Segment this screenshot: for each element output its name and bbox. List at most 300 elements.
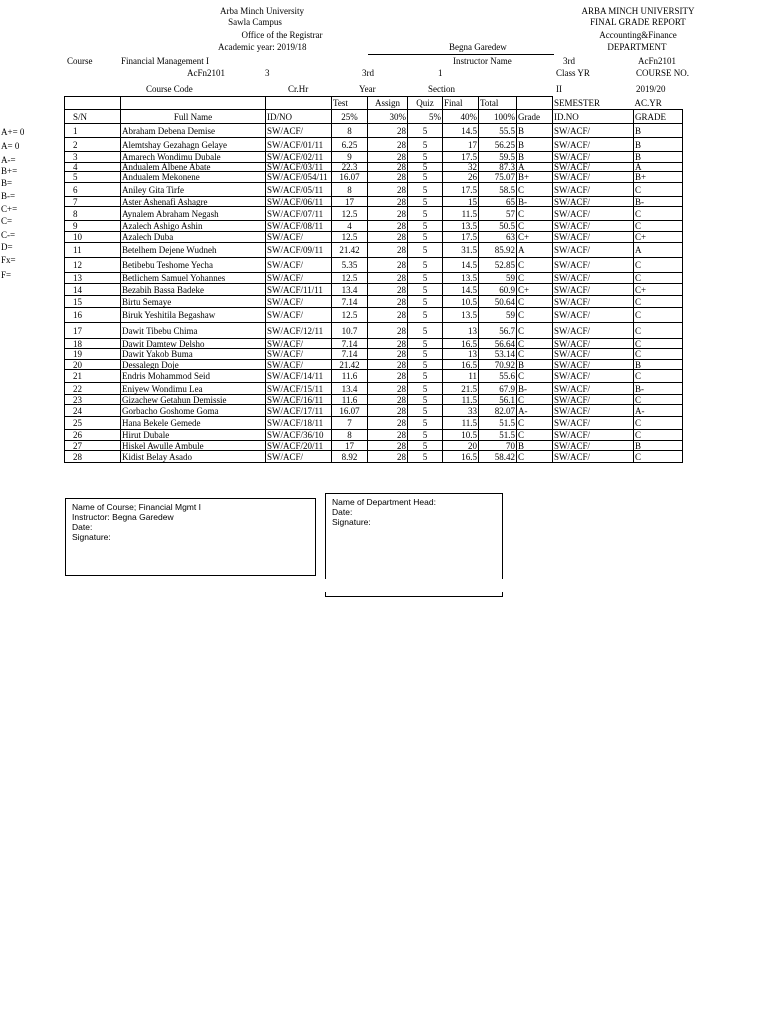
- course-no-label: COURSE NO.: [636, 68, 690, 78]
- table-row: [65, 243, 683, 258]
- cell-assign: 28: [368, 183, 408, 197]
- cell-final: 17.5: [443, 152, 479, 163]
- table-row: [65, 172, 683, 183]
- table-row: [65, 258, 683, 273]
- cell-idno-2: SW/ACF/: [553, 349, 634, 360]
- cell-sn: 21: [65, 370, 121, 383]
- cell-test: 8.92: [332, 451, 368, 463]
- cell-assign: 28: [368, 383, 408, 395]
- table-row: [65, 370, 683, 383]
- cell-assign: 28: [368, 451, 408, 463]
- cell-quiz: 5: [408, 430, 443, 441]
- table-row: [65, 221, 683, 232]
- cell-idno: SW/ACF/08/11: [266, 221, 332, 232]
- cell-grade: A: [517, 163, 553, 172]
- cell-test: 9: [332, 152, 368, 163]
- table-row: [65, 360, 683, 370]
- cell-full-name: Amarech Wondimu Dubale: [121, 152, 266, 163]
- department-head-box: [325, 493, 503, 579]
- cell-final: 15: [443, 197, 479, 207]
- cell-quiz: 5: [408, 349, 443, 360]
- cell-assign: 28: [368, 284, 408, 296]
- cell-grade-2: C+: [634, 284, 683, 296]
- cell-grade: C: [517, 451, 553, 463]
- cell-grade: C: [517, 395, 553, 405]
- footer-date-right: Date:: [332, 507, 353, 517]
- cell-idno: SW/ACF/36/10: [266, 430, 332, 441]
- table-row: [65, 430, 683, 441]
- cell-idno-2: SW/ACF/: [553, 296, 634, 308]
- year-value: 3rd: [362, 68, 374, 78]
- class-yr-value: 3rd: [563, 56, 575, 66]
- cell-assign: 28: [368, 221, 408, 232]
- cell-test: 8: [332, 183, 368, 197]
- cell-sn: 18: [65, 339, 121, 349]
- cell-idno: SW/ACF/14/11: [266, 370, 332, 383]
- cell-full-name: Dessalegn Doje: [121, 360, 266, 370]
- cell-final: 17.5: [443, 183, 479, 197]
- cell-final: 11.5: [443, 395, 479, 405]
- table-row: [65, 451, 683, 463]
- cell-idno-2: SW/ACF/: [553, 323, 634, 339]
- cell-full-name: Gizachew Getahun Demissie: [121, 395, 266, 405]
- cell-total: 63: [479, 232, 517, 243]
- cell-sn: 28: [65, 451, 121, 463]
- cell-test: 8: [332, 124, 368, 138]
- cell-idno: SW/ACF/: [266, 360, 332, 370]
- grade-scale-item: F=: [1, 270, 12, 280]
- semester-value: II: [556, 84, 562, 94]
- cell-assign: 28: [368, 138, 408, 152]
- right-university: ARBA MINCH UNIVERSITY: [581, 6, 695, 16]
- table-row: [65, 207, 683, 221]
- cell-quiz: 5: [408, 258, 443, 273]
- cell-grade: C: [517, 323, 553, 339]
- cell-grade-2: C: [634, 308, 683, 323]
- col-quiz-weight: 5%: [408, 110, 443, 124]
- cell-grade-2: C: [634, 221, 683, 232]
- course-code-label: Course Code: [146, 84, 193, 94]
- cell-quiz: 5: [408, 308, 443, 323]
- course-no-value: AcFn2101: [638, 56, 676, 66]
- cell-idno-2: SW/ACF/: [553, 243, 634, 258]
- cell-grade-2: C: [634, 339, 683, 349]
- cell-quiz: 5: [408, 172, 443, 183]
- cell-test: 22.3: [332, 163, 368, 172]
- office-name: Office of the Registrar: [241, 30, 323, 40]
- cell-total: 58.5: [479, 183, 517, 197]
- cell-total: 58.42: [479, 451, 517, 463]
- cell-grade-2: C: [634, 451, 683, 463]
- grade-scale-item: D=: [1, 242, 13, 252]
- cell-grade: B-: [517, 197, 553, 207]
- cell-quiz: 5: [408, 207, 443, 221]
- cell-idno: SW/ACF/03/11: [266, 163, 332, 172]
- section-value: 1: [438, 68, 443, 78]
- cell-grade: C: [517, 296, 553, 308]
- cell-total: 82.07: [479, 405, 517, 417]
- cell-full-name: Alemtshay Gezahagn Gelaye: [121, 138, 266, 152]
- cell-quiz: 5: [408, 339, 443, 349]
- table-row: [65, 197, 683, 207]
- cell-grade: C: [517, 370, 553, 383]
- cell-final: 13.5: [443, 273, 479, 284]
- cell-full-name: Azalech Ashigo Ashin: [121, 221, 266, 232]
- cell-sn: 1: [65, 124, 121, 138]
- course-label: Course: [67, 56, 93, 66]
- grade-scale-item: B+=: [1, 166, 18, 176]
- col-grade-2: GRADE: [634, 110, 683, 124]
- cell-total: 51.5: [479, 417, 517, 430]
- cell-test: 17: [332, 441, 368, 451]
- col-test-weight: 25%: [332, 110, 368, 124]
- col-total-weight: 100%: [479, 110, 517, 124]
- footer-signature-right: Signature:: [332, 517, 371, 527]
- cell-idno: SW/ACF/06/11: [266, 197, 332, 207]
- test-header: Test: [332, 97, 368, 110]
- final-header: Final: [443, 97, 479, 110]
- cell-grade: C: [517, 308, 553, 323]
- cell-assign: 28: [368, 197, 408, 207]
- cell-full-name: Azalech Duba: [121, 232, 266, 243]
- cell-test: 11.6: [332, 370, 368, 383]
- cell-total: 70.92: [479, 360, 517, 370]
- cell-sn: 13: [65, 273, 121, 284]
- cell-sn: 19: [65, 349, 121, 360]
- table-row: [65, 124, 683, 138]
- cell-full-name: Biruk Yeshitila Begashaw: [121, 308, 266, 323]
- col-final-weight: 40%: [443, 110, 479, 124]
- cell-grade-2: A-: [634, 405, 683, 417]
- col-sn: S/N: [65, 110, 121, 124]
- cell-total: 70: [479, 441, 517, 451]
- table-row: [65, 152, 683, 163]
- cell-test: 5.35: [332, 258, 368, 273]
- cell-assign: 28: [368, 207, 408, 221]
- cell-assign: 28: [368, 308, 408, 323]
- cell-total: 67.9: [479, 383, 517, 395]
- cell-idno-2: SW/ACF/: [553, 183, 634, 197]
- cell-grade-2: C: [634, 349, 683, 360]
- cell-grade-2: B: [634, 360, 683, 370]
- cell-test: 8: [332, 430, 368, 441]
- cell-assign: 28: [368, 370, 408, 383]
- table-row: [65, 405, 683, 417]
- cell-idno: SW/ACF/20/11: [266, 441, 332, 451]
- cell-grade-2: B-: [634, 197, 683, 207]
- cell-idno: SW/ACF/11/11: [266, 284, 332, 296]
- cell-grade-2: C: [634, 395, 683, 405]
- cell-idno: SW/ACF/16/11: [266, 395, 332, 405]
- cell-grade-2: C: [634, 273, 683, 284]
- cell-full-name: Hirut Dubale: [121, 430, 266, 441]
- department-label: DEPARTMENT: [607, 42, 667, 52]
- cell-idno-2: SW/ACF/: [553, 232, 634, 243]
- cell-idno: SW/ACF/054/11: [266, 172, 332, 183]
- cell-assign: 28: [368, 395, 408, 405]
- cell-idno-2: SW/ACF/: [553, 339, 634, 349]
- cell-full-name: Abraham Debena Demise: [121, 124, 266, 138]
- cell-grade: B: [517, 360, 553, 370]
- cell-idno-2: SW/ACF/: [553, 383, 634, 395]
- cell-test: 12.5: [332, 232, 368, 243]
- grade-scale-item: C=: [1, 216, 13, 226]
- cell-grade-2: B: [634, 138, 683, 152]
- cell-sn: 25: [65, 417, 121, 430]
- cell-full-name: Dawit Yakob Buma: [121, 349, 266, 360]
- cell-full-name: Hana Bekele Gemede: [121, 417, 266, 430]
- acyr-label: AC.YR: [634, 97, 662, 108]
- cell-idno: SW/ACF/12/11: [266, 323, 332, 339]
- cell-idno-2: SW/ACF/: [553, 405, 634, 417]
- cell-total: 57: [479, 207, 517, 221]
- cell-final: 16.5: [443, 339, 479, 349]
- cell-sn: 3: [65, 152, 121, 163]
- cell-grade: B+: [517, 172, 553, 183]
- cell-full-name: Andualem Albene Abate: [121, 163, 266, 172]
- cell-idno: SW/ACF/: [266, 232, 332, 243]
- cell-test: 17: [332, 197, 368, 207]
- cell-grade: C: [517, 339, 553, 349]
- cell-assign: 28: [368, 232, 408, 243]
- cell-final: 31.5: [443, 243, 479, 258]
- cell-full-name: Betlichem Samuel Yohannes: [121, 273, 266, 284]
- cell-idno-2: SW/ACF/: [553, 417, 634, 430]
- cell-idno-2: SW/ACF/: [553, 221, 634, 232]
- table-row: [65, 296, 683, 308]
- cell-final: 21.5: [443, 383, 479, 395]
- cell-sn: 11: [65, 243, 121, 258]
- footer-signature-left: Signature:: [72, 532, 111, 542]
- cell-idno-2: SW/ACF/: [553, 172, 634, 183]
- cell-idno-2: SW/ACF/: [553, 441, 634, 451]
- table-row: [65, 273, 683, 284]
- cell-sn: 10: [65, 232, 121, 243]
- cell-test: 12.5: [332, 273, 368, 284]
- cell-grade: C: [517, 221, 553, 232]
- cell-assign: 28: [368, 405, 408, 417]
- cell-final: 11.5: [443, 207, 479, 221]
- cell-full-name: Kidist Belay Asado: [121, 451, 266, 463]
- cell-idno: SW/ACF/: [266, 451, 332, 463]
- col-idno: ID/NO: [266, 110, 332, 124]
- cell-total: 56.1: [479, 395, 517, 405]
- cell-quiz: 5: [408, 370, 443, 383]
- cell-grade: B: [517, 441, 553, 451]
- credit-hours-value: 3: [265, 68, 270, 78]
- cell-assign: 28: [368, 152, 408, 163]
- year-label: Year: [359, 84, 376, 94]
- cell-idno-2: SW/ACF/: [553, 430, 634, 441]
- cell-grade-2: C+: [634, 232, 683, 243]
- cell-total: 87.3: [479, 163, 517, 172]
- cell-test: 10.7: [332, 323, 368, 339]
- cell-grade-2: B: [634, 152, 683, 163]
- cell-total: 59: [479, 308, 517, 323]
- cell-quiz: 5: [408, 441, 443, 451]
- cell-total: 55.5: [479, 124, 517, 138]
- cell-full-name: Andualem Mekonene: [121, 172, 266, 183]
- cell-grade: C: [517, 207, 553, 221]
- grade-table: [64, 96, 683, 463]
- instructor-label: Instructor Name: [453, 56, 512, 66]
- cell-idno: SW/ACF/15/11: [266, 383, 332, 395]
- cell-full-name: Betelhem Dejene Wudneh: [121, 243, 266, 258]
- cell-idno: SW/ACF/: [266, 124, 332, 138]
- cell-grade: C: [517, 430, 553, 441]
- cell-idno-2: SW/ACF/: [553, 207, 634, 221]
- cell-idno-2: SW/ACF/: [553, 163, 634, 172]
- cell-idno-2: SW/ACF/: [553, 308, 634, 323]
- table-row: [65, 183, 683, 197]
- cell-test: 13.4: [332, 383, 368, 395]
- cell-grade: C+: [517, 284, 553, 296]
- col-assign-weight: 30%: [368, 110, 408, 124]
- total-header: Total: [479, 97, 517, 110]
- acyr-value: 2019/20: [636, 84, 666, 94]
- table-row: [65, 232, 683, 243]
- cell-sn: 7: [65, 197, 121, 207]
- cell-assign: 28: [368, 296, 408, 308]
- cell-total: 50.5: [479, 221, 517, 232]
- cell-full-name: Bezabih Bassa Badeke: [121, 284, 266, 296]
- department-name: Accounting&Finance: [599, 30, 677, 40]
- instructor-underline: [368, 54, 554, 55]
- cell-sn: 6: [65, 183, 121, 197]
- cell-sn: 4: [65, 163, 121, 172]
- cell-test: 12.5: [332, 308, 368, 323]
- cell-final: 13.5: [443, 308, 479, 323]
- cell-idno: SW/ACF/: [266, 258, 332, 273]
- signature-line-tick-right: [502, 592, 503, 596]
- table-row: [65, 308, 683, 323]
- cell-idno: SW/ACF/07/11: [266, 207, 332, 221]
- cell-idno: SW/ACF/09/11: [266, 243, 332, 258]
- cell-idno-2: SW/ACF/: [553, 370, 634, 383]
- cell-sn: 22: [65, 383, 121, 395]
- cell-total: 65: [479, 197, 517, 207]
- table-row: [65, 138, 683, 152]
- cell-grade: B: [517, 138, 553, 152]
- semester-label: SEMESTER: [554, 97, 601, 108]
- cell-full-name: Aster Ashenafi Ashagre: [121, 197, 266, 207]
- cell-quiz: 5: [408, 323, 443, 339]
- cell-sn: 2: [65, 138, 121, 152]
- cell-quiz: 5: [408, 138, 443, 152]
- cell-quiz: 5: [408, 296, 443, 308]
- table-row: [65, 349, 683, 360]
- cell-total: 56.7: [479, 323, 517, 339]
- cell-total: 59.5: [479, 152, 517, 163]
- cell-assign: 28: [368, 258, 408, 273]
- cell-final: 13: [443, 349, 479, 360]
- cell-sn: 16: [65, 308, 121, 323]
- cell-grade: C: [517, 349, 553, 360]
- cell-idno-2: SW/ACF/: [553, 360, 634, 370]
- cell-final: 10.5: [443, 296, 479, 308]
- cell-assign: 28: [368, 273, 408, 284]
- table-row: [65, 383, 683, 395]
- cell-total: 85.92: [479, 243, 517, 258]
- cell-final: 14.5: [443, 284, 479, 296]
- cell-total: 56.25: [479, 138, 517, 152]
- cell-quiz: 5: [408, 124, 443, 138]
- grade-scale-item: A-=: [1, 155, 16, 165]
- cell-sn: 27: [65, 441, 121, 451]
- report-title: FINAL GRADE REPORT: [590, 17, 686, 27]
- cell-total: 75.07: [479, 172, 517, 183]
- instructor-name: Begna Garedew: [449, 42, 507, 52]
- cell-assign: 28: [368, 417, 408, 430]
- cell-final: 11: [443, 370, 479, 383]
- cell-final: 17: [443, 138, 479, 152]
- cell-assign: 28: [368, 243, 408, 258]
- grade-scale-item: A+= 0: [1, 127, 25, 137]
- cell-assign: 28: [368, 430, 408, 441]
- cell-grade-2: A: [634, 163, 683, 172]
- cell-grade-2: C: [634, 370, 683, 383]
- cell-total: 56.64: [479, 339, 517, 349]
- cell-quiz: 5: [408, 284, 443, 296]
- footer-department-head: Name of Department Head:: [332, 497, 436, 507]
- cell-idno: SW/ACF/: [266, 296, 332, 308]
- cell-grade: A-: [517, 405, 553, 417]
- cell-final: 26: [443, 172, 479, 183]
- campus-name: Sawla Campus: [228, 17, 282, 27]
- crhr-label: Cr.Hr: [288, 84, 309, 94]
- cell-total: 50.64: [479, 296, 517, 308]
- cell-test: 7.14: [332, 339, 368, 349]
- cell-idno: SW/ACF/: [266, 308, 332, 323]
- grade-scale-item: B-=: [1, 191, 16, 201]
- cell-test: 16.07: [332, 172, 368, 183]
- cell-quiz: 5: [408, 163, 443, 172]
- cell-final: 14.5: [443, 124, 479, 138]
- col-grade: Grade: [517, 110, 553, 124]
- cell-assign: 28: [368, 323, 408, 339]
- cell-grade-2: A: [634, 243, 683, 258]
- cell-grade: C+: [517, 232, 553, 243]
- assign-header: Assign: [368, 97, 408, 110]
- cell-full-name: Aniley Gita Tirfe: [121, 183, 266, 197]
- cell-final: 20: [443, 441, 479, 451]
- col-full-name: Full Name: [121, 110, 266, 124]
- cell-quiz: 5: [408, 273, 443, 284]
- cell-grade: C: [517, 183, 553, 197]
- department-head-signature-line: [325, 596, 503, 597]
- cell-final: 16.5: [443, 360, 479, 370]
- cell-sn: 14: [65, 284, 121, 296]
- cell-idno-2: SW/ACF/: [553, 124, 634, 138]
- cell-quiz: 5: [408, 383, 443, 395]
- cell-quiz: 5: [408, 152, 443, 163]
- cell-idno-2: SW/ACF/: [553, 284, 634, 296]
- cell-final: 11.5: [443, 417, 479, 430]
- cell-quiz: 5: [408, 405, 443, 417]
- cell-idno: SW/ACF/01/11: [266, 138, 332, 152]
- cell-idno-2: SW/ACF/: [553, 451, 634, 463]
- cell-assign: 28: [368, 124, 408, 138]
- cell-final: 14.5: [443, 258, 479, 273]
- cell-idno: SW/ACF/: [266, 339, 332, 349]
- cell-test: 21.42: [332, 243, 368, 258]
- cell-assign: 28: [368, 360, 408, 370]
- cell-idno: SW/ACF/02/11: [266, 152, 332, 163]
- cell-full-name: Betibebu Teshome Yecha: [121, 258, 266, 273]
- section-label: Section: [428, 84, 455, 94]
- cell-sn: 12: [65, 258, 121, 273]
- cell-full-name: Dawit Damtew Delsho: [121, 339, 266, 349]
